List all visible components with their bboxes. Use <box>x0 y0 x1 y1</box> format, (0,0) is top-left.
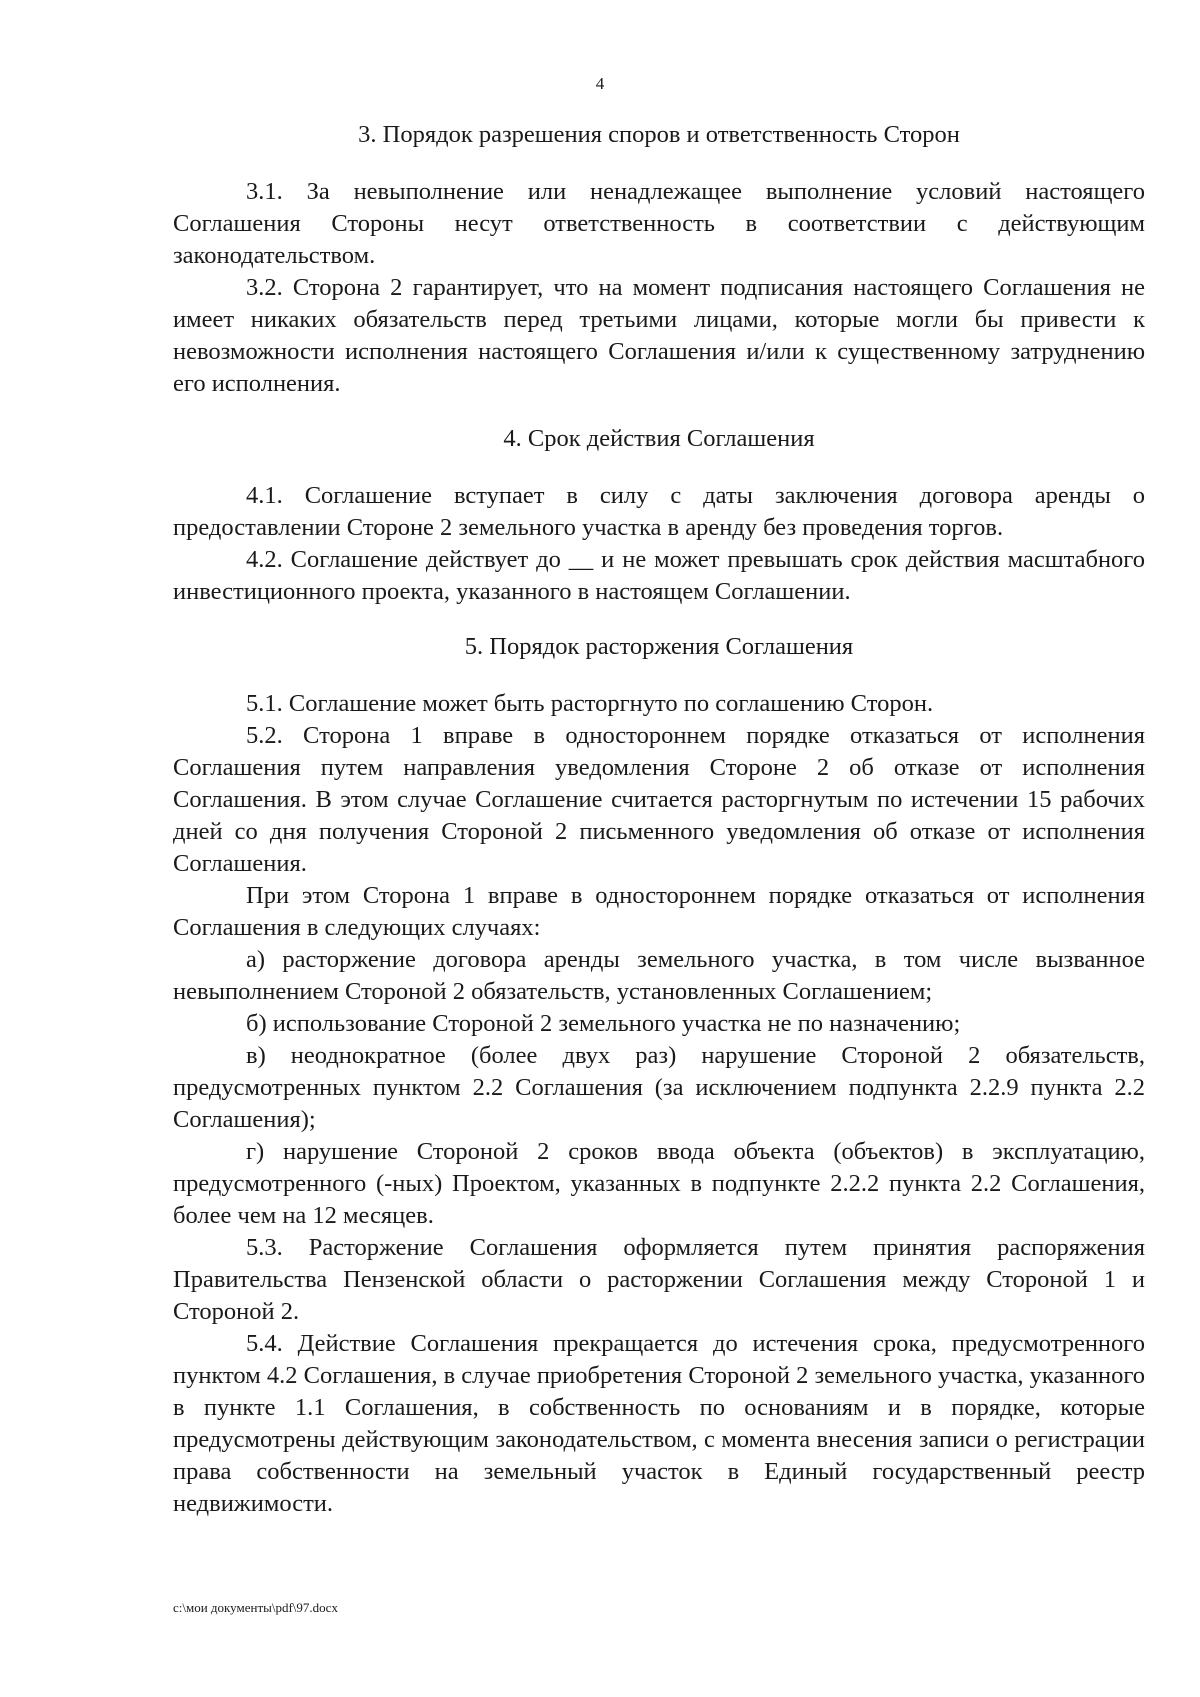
clause-5-2-item-b: б) использование Стороной 2 земельного участка не по назначению; <box>246 1010 961 1037</box>
section-3-heading: 3. Порядок разрешения споров и ответственность Сторон <box>358 121 960 148</box>
page-number: 4 <box>595 74 605 93</box>
clause-4-2: 4.2. Соглашение действует до __ и не может превышать срок действия масштабного инвестиционного проекта, указанного в настоящем Соглашении. <box>173 546 1145 605</box>
section-4-heading: 4. Срок действия Соглашения <box>503 425 815 452</box>
clause-5-1: 5.1. Соглашение может быть расторгнуто по соглашению Сторон. <box>246 690 934 717</box>
clause-5-2: 5.2. Сторона 1 вправе в одностороннем порядке отказаться от исполнения Соглашения путем направления уведомления Стороне 2 об отказе от исполнения Соглашения. В этом случае Соглашение считается расторгнутым по истечении 15 рабочих дней со дня получения Стороной 2 письменного уведомления об отказе от исполнения Соглашения. <box>173 722 1145 877</box>
clause-5-4: 5.4. Действие Соглашения прекращается до истечения срока, предусмотренного пунктом 4.2 Соглашения, в случае приобретения Стороной 2 земельного участка, указанного в пункте 1.1 Соглашения, в собственность по основаниям и в порядке, которые предусмотрены действующим законодательством, с момента внесения записи о регистрации права собственности на земельный участок в Единый государственный реестр недвижимости. <box>173 1330 1146 1517</box>
clause-5-2-item-a: а) расторжение договора аренды земельного участка, в том числе вызванное невыполнением Стороной 2 обязательств, установленных Соглашением; <box>173 946 1145 1005</box>
clause-5-3: 5.3. Расторжение Соглашения оформляется путем принятия распоряжения Правительства Пензенской области о расторжении Соглашения между Стороной 1 и Стороной 2. <box>173 1234 1145 1325</box>
clause-3-1: 3.1. За невыполнение или ненадлежащее выполнение условий настоящего Соглашения Стороны несут ответственность в соответствии с действующим законодательством. <box>173 178 1145 269</box>
clause-5-2-intro: При этом Сторона 1 вправе в одностороннем порядке отказаться от исполнения Соглашения в следующих случаях: <box>173 882 1145 941</box>
clause-5-2-item-v: в) неоднократное (более двух раз) нарушение Стороной 2 обязательств, предусмотренных пунктом 2.2 Соглашения (за исключением подпункта 2.2.9 пункта 2.2 Соглашения); <box>173 1042 1145 1133</box>
clause-4-1: 4.1. Соглашение вступает в силу с даты заключения договора аренды о предоставлении Стороне 2 земельного участка в аренду без проведения торгов. <box>173 482 1145 541</box>
clause-5-2-item-g: г) нарушение Стороной 2 сроков ввода объекта (объектов) в эксплуатацию, предусмотренного (-ных) Проектом, указанных в подпункте 2.2.2 пункта 2.2 Соглашения, более чем на 12 месяцев. <box>173 1138 1145 1229</box>
file-path-footer: c:\мои документы\pdf\97.docx <box>173 1600 338 1615</box>
section-5-heading: 5. Порядок расторжения Соглашения <box>464 633 854 660</box>
document-body <box>173 115 1145 1520</box>
clause-3-2: 3.2. Сторона 2 гарантирует, что на момент подписания настоящего Соглашения не имеет никаких обязательств перед третьими лицами, которые могли бы привести к невозможности исполнения настоящего Соглашения и/или к существенному затруднению его исполнения. <box>173 274 1145 397</box>
